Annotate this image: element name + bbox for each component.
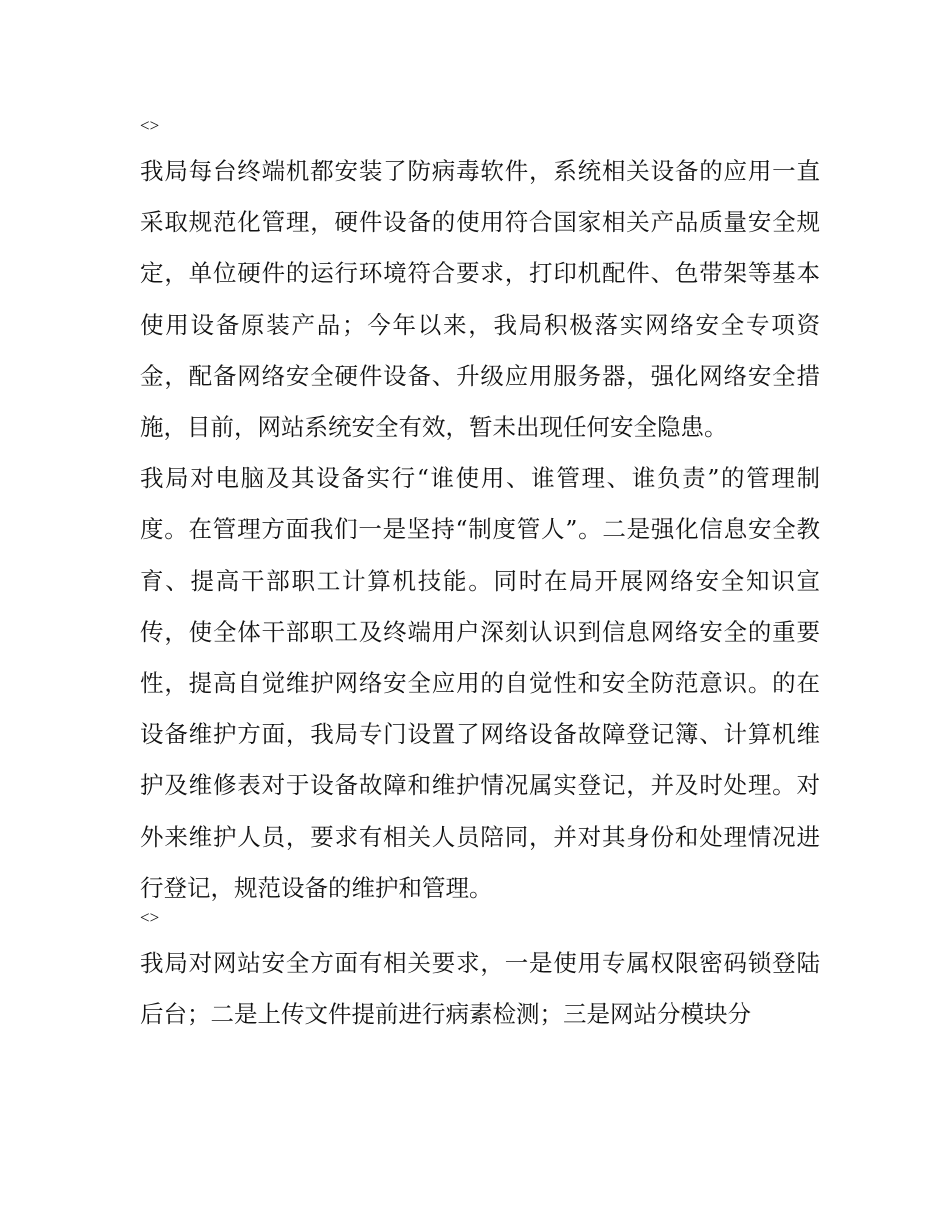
section-marker: <> (140, 908, 160, 928)
paragraph-equipment-management: 我局对电脑及其设备实行“谁使用、谁管理、谁负责”的管理制度。在管理方面我们一是坚持“制度管人”。二是强化信息安全教育、提高干部职工计算机技能。同时在局开展网络安全知识宣传，使全体干部职工及终端用户深刻认识到信息网络安全的重要性，提高自觉维护网络安全应用的自觉性和安全防范意识。的在设备维护方面，我局专门设置了网络设备故障登记簿、计算机维护及维修表对于设备故障和维护情况属实登记，并及时处理。对外来维护人员，要求有相关人员陪同，并对其身份和处理情况进行登记，规范设备的维护和管理。 (140, 464, 820, 902)
paragraph-website-security: 我局对网站安全方面有相关要求，一是使用专属权限密码锁登陆后台；二是上传文件提前进行病素检测；三是网站分模块分 (140, 949, 820, 1029)
document-body (140, 112, 820, 1040)
paragraph-antivirus-hardware: 我局每台终端机都安装了防病毒软件，系统相关设备的应用一直采取规范化管理，硬件设备的使用符合国家相关产品质量安全规定，单位硬件的运行环境符合要求，打印机配件、色带架等基本使用设备原装产品；今年以来，我局积极落实网络安全专项资金，配备网络安全硬件设备、升级应用服务器，强化网络安全措施，目前，网站系统安全有效，暂未出现任何安全隐患。 (140, 157, 820, 442)
section-marker: <> (140, 116, 160, 135)
